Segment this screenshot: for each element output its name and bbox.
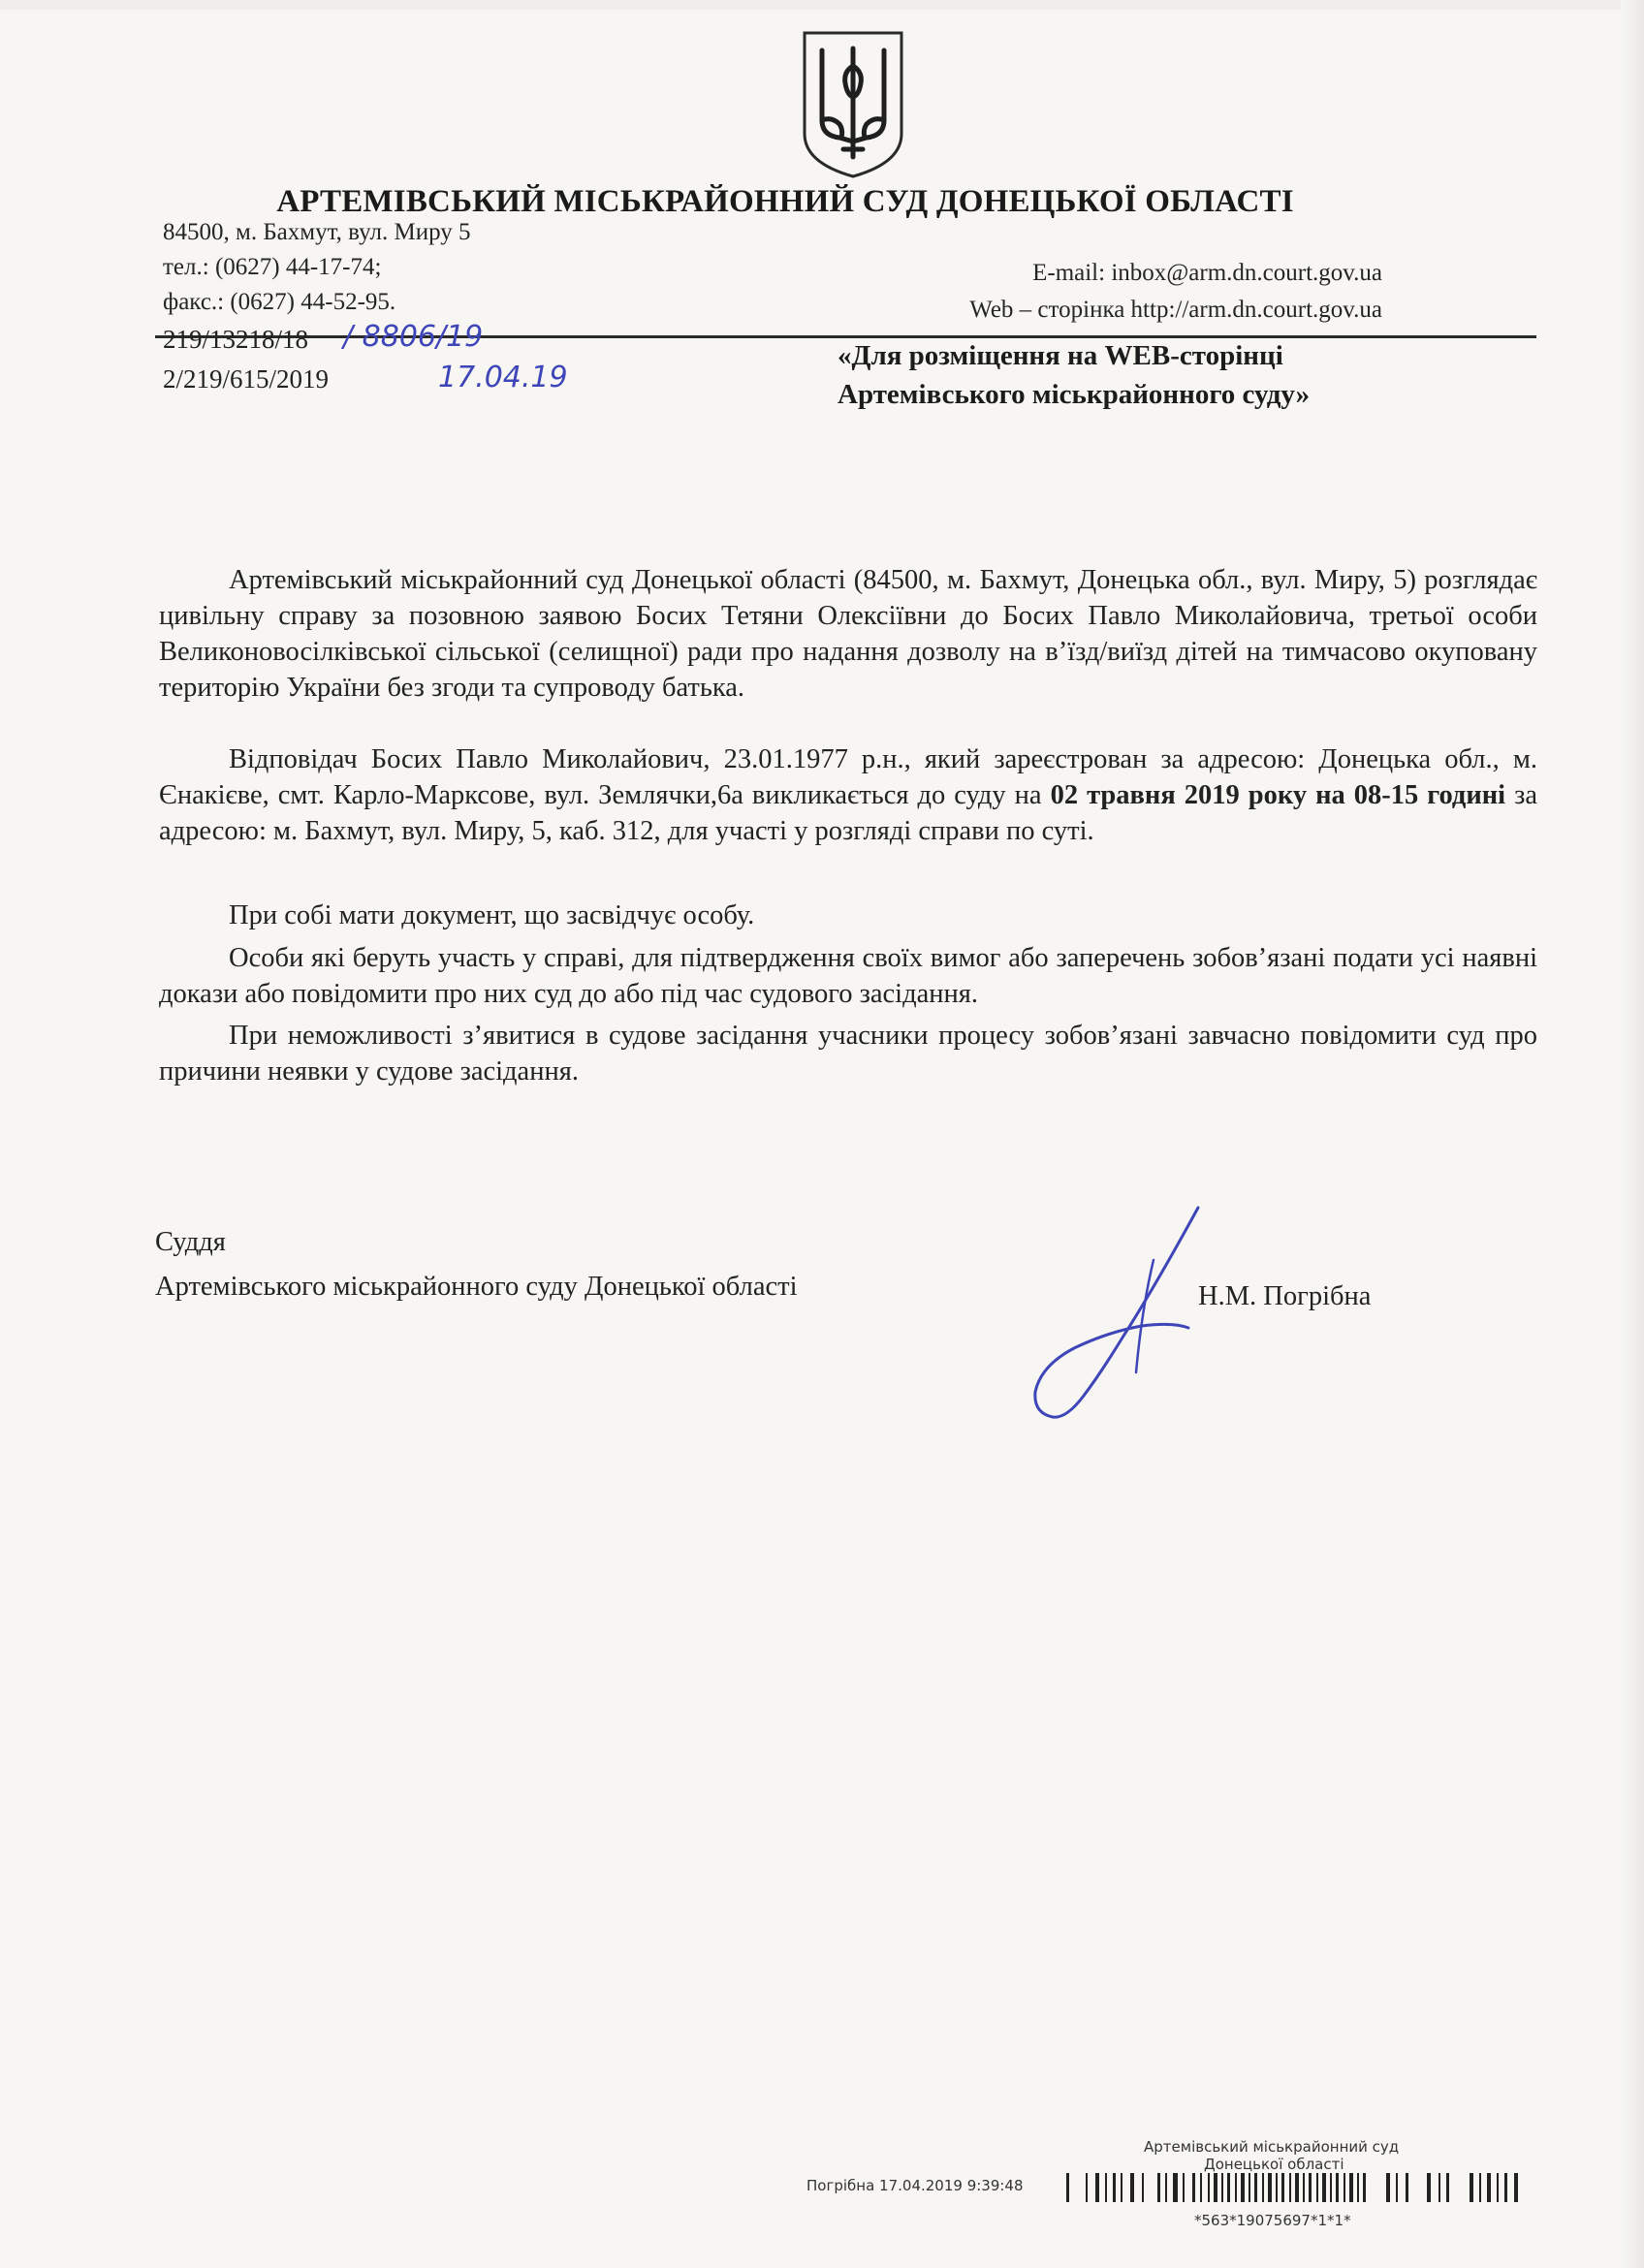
judge-name: Н.М. Погрібна — [1198, 1281, 1372, 1311]
court-phone: тел.: (0627) 44-17-74; — [163, 254, 382, 280]
paragraph-id-document: При собі мати документ, що засвідчує особу. — [229, 900, 755, 930]
barcode-number: *563*19075697*1*1* — [1194, 2212, 1351, 2229]
handwritten-outgoing-number: / 8806/19 — [343, 320, 484, 354]
paragraph-absence-notice: При неможливості з’явитися в судове засідання учасники процесу зобов’язані завчасно повідомити суд про причини неявки у судове засідання. — [159, 1021, 1537, 1087]
paper-edge-top — [0, 0, 1644, 10]
signer-title: Суддя — [155, 1227, 226, 1257]
summons-text-start: Відповідач Босих Павло Миколайович, 23.01.1977 р.н., який зареєстрован за адресою: Донецька обл., м. Єнакієве, смт. Карло-Марксове, вул. Землячки,6а викликається до суду на — [159, 744, 1537, 810]
case-number: 219/13218/18 — [163, 325, 309, 354]
trident-emblem-icon — [797, 27, 909, 180]
web-publication-note — [838, 336, 1535, 414]
web-note-line1: «Для розміщення на WEB-сторінці — [838, 340, 1283, 371]
proceeding-number: 2/219/615/2019 — [163, 364, 330, 394]
web-note-line2: Артемівського міськрайонного суду» — [838, 379, 1311, 410]
court-name-heading: АРТЕМІВСЬКИЙ МІСЬКРАЙОННИЙ СУД ДОНЕЦЬКОЇ ОБЛАСТІ — [276, 184, 1294, 219]
registration-stamp-court: Артемівський міськрайонний суд — [1144, 2138, 1400, 2156]
court-website: Web – сторінка http://arm.dn.court.gov.ua — [969, 297, 1382, 323]
court-address: 84500, м. Бахмут, вул. Миру 5 — [163, 219, 471, 245]
court-fax: факс.: (0627) 44-52-95. — [163, 289, 396, 315]
barcode-icon — [1066, 2171, 1522, 2210]
handwritten-date: 17.04.19 — [438, 361, 568, 394]
hearing-date-time: 02 травня 2019 року на 08-15 годині — [1050, 780, 1506, 810]
paper-edge-right — [1621, 0, 1644, 2268]
paragraph-case-description: Артемівський міськрайонний суд Донецької області (84500, м. Бахмут, Донецька обл., вул. Миру, 5) розглядає цивільну справу за позовною заявою Босих Тетяни Олексіївни до Босих Павло Миколайовича, третьої особи Великоновосілківської сільської (селищної) ради про надання дозволу на в’їзд/виїзд дітей на тимчасово окуповану територію України без згоди та супроводу батька. — [159, 565, 1537, 703]
paragraph-evidence: Особи які беруть участь у справі, для підтвердження своїх вимог або заперечень зобов’язані подати усі наявні докази або повідомити про них суд до або під час судового засідання. — [159, 943, 1537, 1009]
summons-text-end: за адресою: м. Бахмут, вул. Миру, 5, каб. 312, для участі у розгляді справи по суті. — [159, 780, 1538, 846]
signer-court: Артемівського міськрайонного суду Донецької області — [155, 1272, 798, 1302]
court-email: E-mail: inbox@arm.dn.court.gov.ua — [1032, 260, 1382, 286]
paragraph-summons — [159, 741, 1537, 849]
registration-stamp-region: Донецької області — [1204, 2156, 1344, 2173]
registration-timestamp: Погрібна 17.04.2019 9:39:48 — [806, 2177, 1024, 2194]
judge-signature-icon — [1008, 1202, 1202, 1425]
